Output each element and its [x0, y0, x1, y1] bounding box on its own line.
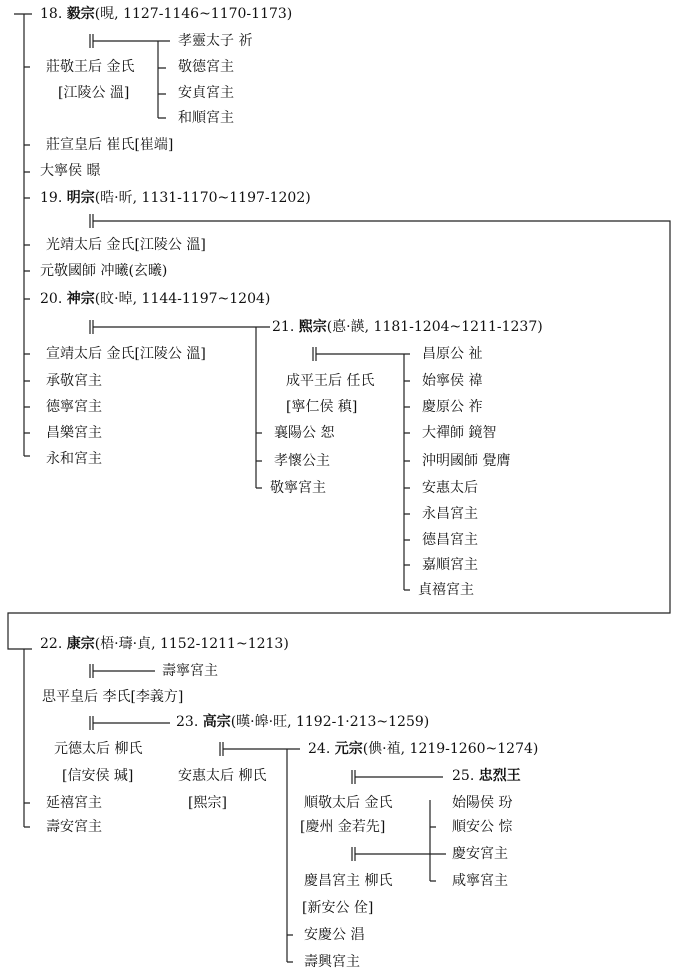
- sinjong-princess-3: 昌樂宮主: [46, 425, 102, 441]
- huijong-child-2: 始寧侯 禕: [422, 373, 483, 389]
- gangjong-queen-2: 元德太后 柳氏: [54, 741, 143, 757]
- crown-prince: 孝靈太子 祈: [178, 33, 253, 49]
- wonjong-child-3: 慶安宮主: [452, 846, 508, 862]
- king-uijong: 18. 毅宗(晛, 1127-1146~1170-1173): [40, 6, 293, 22]
- king-wonjong: 24. 元宗(倎·禃, 1219-1260~1274): [308, 741, 539, 757]
- huijong-child-8: 德昌宮主: [422, 532, 478, 548]
- sinjong-princess-1: 承敬宮主: [46, 373, 102, 389]
- huijong-queen-note: [寧仁侯 稹]: [286, 399, 358, 415]
- myeongjong-monk: 元敬國師 冲曦(玄曦): [40, 263, 168, 279]
- huijong-child-4: 大禪師 鏡智: [422, 425, 497, 441]
- king-gangjong: 22. 康宗(梧·璹·貞, 1152-1211~1213): [40, 636, 289, 652]
- gojong-queen: 安惠太后 柳氏: [178, 768, 267, 784]
- huijong-child-1: 昌原公 祉: [422, 346, 483, 362]
- wonjong-consort-note: [新安公 佺]: [302, 900, 374, 916]
- gangjong-daughter-1: 延禧宮主: [46, 795, 102, 811]
- huijong-child-5: 沖明國師 覺膺: [422, 453, 511, 469]
- king-sinjong: 20. 神宗(旼·晫, 1144-1197~1204): [40, 291, 271, 307]
- sinjong-princess-4: 永和宮主: [46, 451, 102, 467]
- uijong-princess-2: 安貞宮主: [178, 85, 234, 101]
- wonjong-son-2: 壽興宮主: [304, 954, 360, 970]
- gangjong-queen-2-note: [信安侯 瑊]: [62, 768, 134, 784]
- huijong-child-7: 永昌宮主: [422, 506, 478, 522]
- king-huijong: 21. 熙宗(悳·韺, 1181-1204~1211-1237): [272, 319, 543, 335]
- sinjong-queen: 宣靖太后 金氏[江陵公 溫]: [46, 346, 206, 362]
- uijong-queen-note: [江陵公 溫]: [58, 85, 130, 101]
- huijong-child-3: 慶原公 祚: [422, 399, 483, 415]
- wonjong-child-4: 咸寧宮主: [452, 873, 508, 889]
- huijong-child-6: 安惠太后: [422, 480, 478, 496]
- wonjong-consort: 慶昌宮主 柳氏: [304, 873, 393, 889]
- gangjong-queen: 思平皇后 李氏[李義方]: [42, 689, 184, 705]
- wonjong-child-2: 順安公 悰: [452, 819, 513, 835]
- myeongjong-queen: 光靖太后 金氏[江陵公 溫]: [46, 237, 206, 253]
- uijong-princess-3: 和順宮主: [178, 110, 234, 126]
- gangjong-daughter-2: 壽安宮主: [46, 819, 102, 835]
- daeyeong-hu: 大寧侯 暻: [40, 163, 101, 179]
- huijong-son-1: 襄陽公 恕: [274, 425, 335, 441]
- sinjong-princess-2: 德寧宮主: [46, 399, 102, 415]
- uijong-queen: 莊敬王后 金氏: [46, 59, 135, 75]
- wonjong-queen: 順敬太后 金氏: [304, 795, 393, 811]
- king-myeongjong: 19. 明宗(晧·昕, 1131-1170~1197-1202): [40, 190, 311, 206]
- gojong-queen-note: [熙宗]: [188, 795, 227, 811]
- wonjong-son-1: 安慶公 淐: [304, 927, 365, 943]
- huijong-son-3: 敬寧宮主: [270, 480, 326, 496]
- king-chungnyeol: 25. 忠烈王: [452, 768, 521, 784]
- wonjong-queen-note: [慶州 金若先]: [300, 819, 386, 835]
- huijong-child-9: 嘉順宮主: [422, 557, 478, 573]
- huijong-queen: 成平王后 任氏: [286, 373, 375, 389]
- gangjong-princess: 壽寧宮主: [162, 663, 218, 679]
- huijong-child-10: 貞禧宮主: [418, 582, 474, 598]
- wonjong-child-1: 始陽侯 玢: [452, 795, 513, 811]
- uijong-princess-1: 敬德宮主: [178, 59, 234, 75]
- uijong-consort: 莊宣皇后 崔氏[崔端]: [46, 137, 174, 153]
- king-gojong: 23. 高宗(暵·皞·旺, 1192-1·213~1259): [176, 714, 430, 730]
- huijong-son-2: 孝懷公主: [274, 453, 330, 469]
